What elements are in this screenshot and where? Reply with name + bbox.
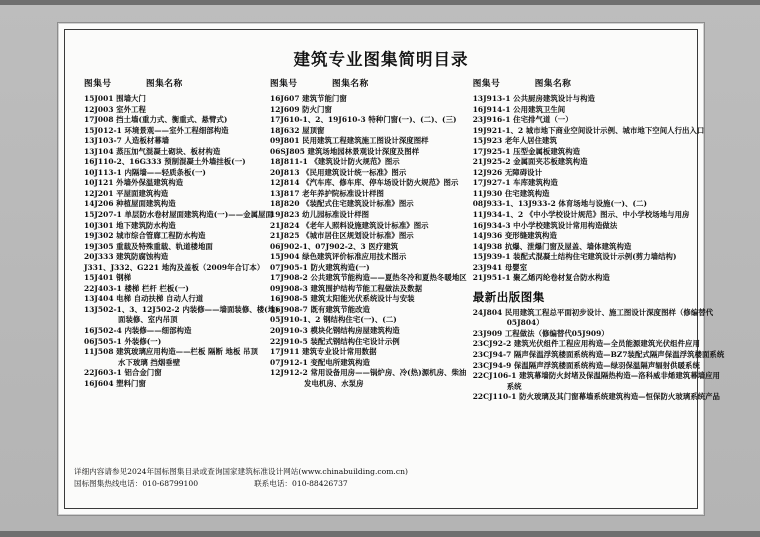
- catalog-entry: 14J938 抗爆、泄爆门窗及屋盖、墙体建筑构造: [472, 241, 632, 251]
- catalog-entry: 11J930 住宅建筑构造: [472, 188, 550, 198]
- catalog-entry: 07J905-1 防火建筑构造(一): [270, 262, 370, 272]
- catalog-entry: 11J934-1、2 《中小学校设计规范》图示、中小学校场地与用房: [472, 210, 690, 220]
- catalog-entry: 18J632 屋顶窗: [270, 125, 325, 135]
- catalog-entry: 16J110-2、16G333 预制混凝土外墙挂板(一): [84, 157, 246, 167]
- catalog-entry: 06J505-1 外装修(一): [84, 336, 162, 346]
- catalog-entry: 15J207-1 单层防水卷材屋面建筑构造(一)——金属屋面: [84, 210, 273, 220]
- column-3-header-name: 图集名称: [534, 79, 572, 89]
- catalog-entry: 22CJ106-1 建筑幕墙防火封堵及保温隔热构造—洛科威非烯建筑幕墙应用: [472, 371, 720, 381]
- title-divider: [74, 72, 688, 73]
- catalog-entry: 09J908-3 建筑围护结构节能工程做法及数据: [270, 283, 423, 293]
- column-2-entry-list: [270, 94, 467, 389]
- footer-hotline: 国标图集热线电话：010-68799100: [74, 478, 199, 488]
- catalog-column-2: [264, 77, 467, 389]
- catalog-entry: 17J610-1、2、19J610-3 特种门窗(一)、(二)、(三): [270, 115, 457, 125]
- column-2-header-code: 图集号: [270, 79, 298, 89]
- catalog-entry: 10J113-1 内隔墙——轻质条板(一): [84, 167, 206, 177]
- page-top-edge: [0, 0, 760, 5]
- column-1-entry-list: [84, 94, 279, 389]
- catalog-entry: 12J814 《汽车库、修车库、停车场设计防火规范》图示: [270, 178, 459, 188]
- catalog-column-3: [467, 77, 725, 403]
- catalog-entry: 23J909 工程做法（修编替代05J909）: [472, 328, 609, 338]
- catalog-entry: 19J823 幼儿园标准设计样图: [270, 210, 370, 220]
- footer-contacts: [74, 478, 692, 490]
- catalog-content: [68, 33, 725, 505]
- catalog-entry: 19J921-1、2 城市地下商业空间设计示例、城市地下空间人行出入口: [472, 125, 705, 135]
- catalog-entry: 17J925-1 压型金属板建筑构造: [472, 146, 581, 156]
- catalog-entry: 17J911 建筑专业设计常用数据: [270, 347, 377, 357]
- catalog-entry: 21J825 《城市居住区规划设计标准》图示: [270, 231, 414, 241]
- catalog-entry: 16J934-3 中小学校建筑设计常用构造做法: [472, 220, 618, 230]
- column-3-header: [473, 77, 710, 89]
- catalog-entry: 22J603-1 铝合金门窗: [84, 368, 162, 378]
- catalog-entry: 23J916-1 住宅排气道（一）: [472, 115, 573, 125]
- catalog-entry: 13J404 电梯 自动扶梯 自动人行道: [84, 294, 204, 304]
- new-releases-heading: 最新出版图集: [472, 289, 545, 304]
- catalog-entry: 13J817 老年养护院标准设计样图: [270, 188, 384, 198]
- catalog-entry: 17J908-2 公共建筑节能构造——夏热冬冷和夏热冬暖地区: [270, 273, 467, 283]
- catalog-entry: 17J927-1 车库建筑构造: [472, 178, 558, 188]
- column-2-header: [270, 77, 467, 89]
- catalog-columns: [74, 77, 725, 403]
- catalog-entry: 21J951-1 聚乙烯丙纶卷材复合防水构造: [472, 273, 610, 283]
- catalog-entry: 16J908-5 建筑太阳能光伏系统设计与安装: [270, 294, 415, 304]
- catalog-entry: 15J939-1 装配式混凝土结构住宅建筑设计示例(剪力墙结构): [472, 252, 677, 262]
- catalog-entry: 14J936 变形缝建筑构造: [472, 231, 557, 241]
- catalog-entry: 23CJ94-7 隔声保温浮筑楼面系统构造—BZ7装配式隔声保温浮筑楼面系统: [472, 350, 725, 360]
- catalog-entry: 18J811-1 《建筑设计防火规范》图示: [270, 157, 400, 167]
- column-1-header-name: 图集名称: [146, 79, 183, 89]
- catalog-entry: 06SJ805 建筑场地园林景观设计深度及图样: [270, 146, 420, 156]
- catalog-entry: 16J908-7 既有建筑节能改造: [270, 304, 370, 314]
- footer-note: 详细内容请参见2024年国标图集目录或查询国家建筑标准设计网站(www.chinabuilding.com.cn): [74, 467, 408, 476]
- catalog-entry: 12J003 室外工程: [84, 104, 146, 114]
- catalog-entry: 09J801 民用建筑工程建筑施工图设计深度图样: [270, 136, 429, 146]
- catalog-entry: 07J912-1 变配电所建筑构造: [270, 357, 370, 367]
- catalog-entry: 15J923 老年人居住建筑: [472, 136, 557, 146]
- catalog-entry: 22CJ110-1 防火玻璃及其门窗幕墙系统建筑构造—恒保防火玻璃系统产品: [472, 392, 720, 402]
- catalog-entry: 16J502-4 内装修——细部构造: [84, 326, 192, 336]
- catalog-entry: J331、J332、G221 地沟及盖板（2009年合订本）: [84, 262, 265, 272]
- catalog-entry: 24J804 民用建筑工程总平面初步设计、施工图设计深度图样（修编替代: [472, 307, 714, 317]
- catalog-entry: 16J914-1 公用建筑卫生间: [472, 104, 566, 114]
- catalog-entry: 13J104 蒸压加气混凝土砌块、板材构造: [84, 146, 221, 156]
- column-3-entry-list: [473, 94, 710, 284]
- catalog-entry: 23CJ92-2 建筑光伏组件工程应用构造—全员能源建筑光伏组件应用: [472, 339, 700, 349]
- catalog-entry: 15J904 绿色建筑评价标准应用技术图示: [270, 252, 407, 262]
- catalog-entry: 22J403-1 楼梯 栏杆 栏板(一): [84, 283, 189, 293]
- catalog-entry: 11J508 建筑玻璃应用构造——栏板 隔断 地板 吊顶: [84, 347, 258, 357]
- catalog-entry: 10J121 外墙外保温建筑构造: [84, 178, 184, 188]
- catalog-entry: 13J103-7 人造板材幕墙: [84, 136, 170, 146]
- catalog-entry: 20J333 建筑防腐蚀构造: [84, 252, 169, 262]
- catalog-entry: 20J910-3 模块化钢结构房屋建筑构造: [270, 326, 400, 336]
- catalog-entry: 面装修、室内吊顶: [118, 315, 178, 325]
- catalog-entry: 12J609 防火门窗: [270, 104, 332, 114]
- page-title: 建筑专业图集简明目录: [293, 50, 469, 69]
- catalog-entry: 19J302 城市综合管廊工程防水构造: [84, 231, 206, 241]
- catalog-entry: 23CJ94-9 保温隔声浮筑楼面系统构造—绿羽保温隔声辐射供暖系统: [472, 360, 700, 370]
- footer-contact: 联系电话：010-88426737: [254, 478, 348, 488]
- catalog-entry: 23J941 母婴室: [472, 262, 528, 272]
- catalog-entry: 08J933-1、13J933-2 体育场地与设施(一)、(二): [472, 199, 647, 209]
- catalog-entry: 19J305 重载及特殊重载、轨道楼地面: [84, 241, 213, 251]
- catalog-entry: 发电机房、水泵房: [304, 378, 364, 388]
- catalog-entry: 15J401 钢梯: [84, 273, 132, 283]
- catalog-sheet: [57, 22, 725, 516]
- new-releases-entry-list: [472, 307, 725, 403]
- catalog-entry: 13J913-1 公共厨房建筑设计与构造: [472, 94, 595, 103]
- catalog-entry: 14J206 种植屋面建筑构造: [84, 199, 176, 209]
- catalog-entry: 16J607 建筑节能门窗: [270, 94, 347, 103]
- catalog-entry: 22J910-5 装配式钢结构住宅设计示例: [270, 336, 400, 346]
- catalog-entry: 06J902-1、07J902-2、3 医疗建筑: [270, 241, 399, 251]
- catalog-entry: 12J912-2 常用设备用房——锅炉房、冷(热)源机房、柴油: [270, 368, 467, 378]
- catalog-entry: 18J820 《装配式住宅建筑设计标准》图示: [270, 199, 414, 209]
- column-1-header-code: 图集号: [84, 79, 112, 89]
- catalog-entry: 15J012-1 环境景观——室外工程细部构造: [84, 125, 229, 135]
- catalog-entry: 系统: [506, 381, 522, 391]
- catalog-entry: 10J301 地下建筑防水构造: [84, 220, 176, 230]
- column-2-header-name: 图集名称: [332, 79, 369, 89]
- column-1-header: [84, 77, 264, 89]
- page-bottom-edge: [0, 531, 760, 537]
- catalog-entry: 12J926 无障碍设计: [472, 167, 543, 177]
- catalog-entry: 15J001 围墙大门: [84, 94, 146, 103]
- catalog-entry: 21J824 《老年人照料设施建筑设计标准》图示: [270, 220, 429, 230]
- catalog-entry: 水下玻璃 挡烟垂壁: [118, 357, 181, 367]
- catalog-entry: 21J925-2 金属面夹芯板建筑构造: [472, 157, 588, 167]
- catalog-entry: 16J604 塑料门窗: [84, 378, 146, 388]
- catalog-entry: 12J201 平屋面建筑构造: [84, 188, 169, 198]
- catalog-entry: 05J804）: [506, 318, 544, 328]
- catalog-entry: 05J910-1、2 钢结构住宅(一)、(二): [270, 315, 397, 325]
- catalog-column-1: [74, 77, 279, 389]
- catalog-entry: 20J813 《民用建筑设计统一标准》图示: [270, 167, 407, 177]
- column-3-header-code: 图集号: [472, 79, 501, 89]
- catalog-entry: 17J008 挡土墙(重力式、衡重式、悬臂式): [84, 115, 228, 125]
- catalog-entry: 13J502-1、3、12J502-2 内装修——墙面装修、楼(地): [84, 304, 279, 314]
- catalog-footer: [74, 466, 692, 489]
